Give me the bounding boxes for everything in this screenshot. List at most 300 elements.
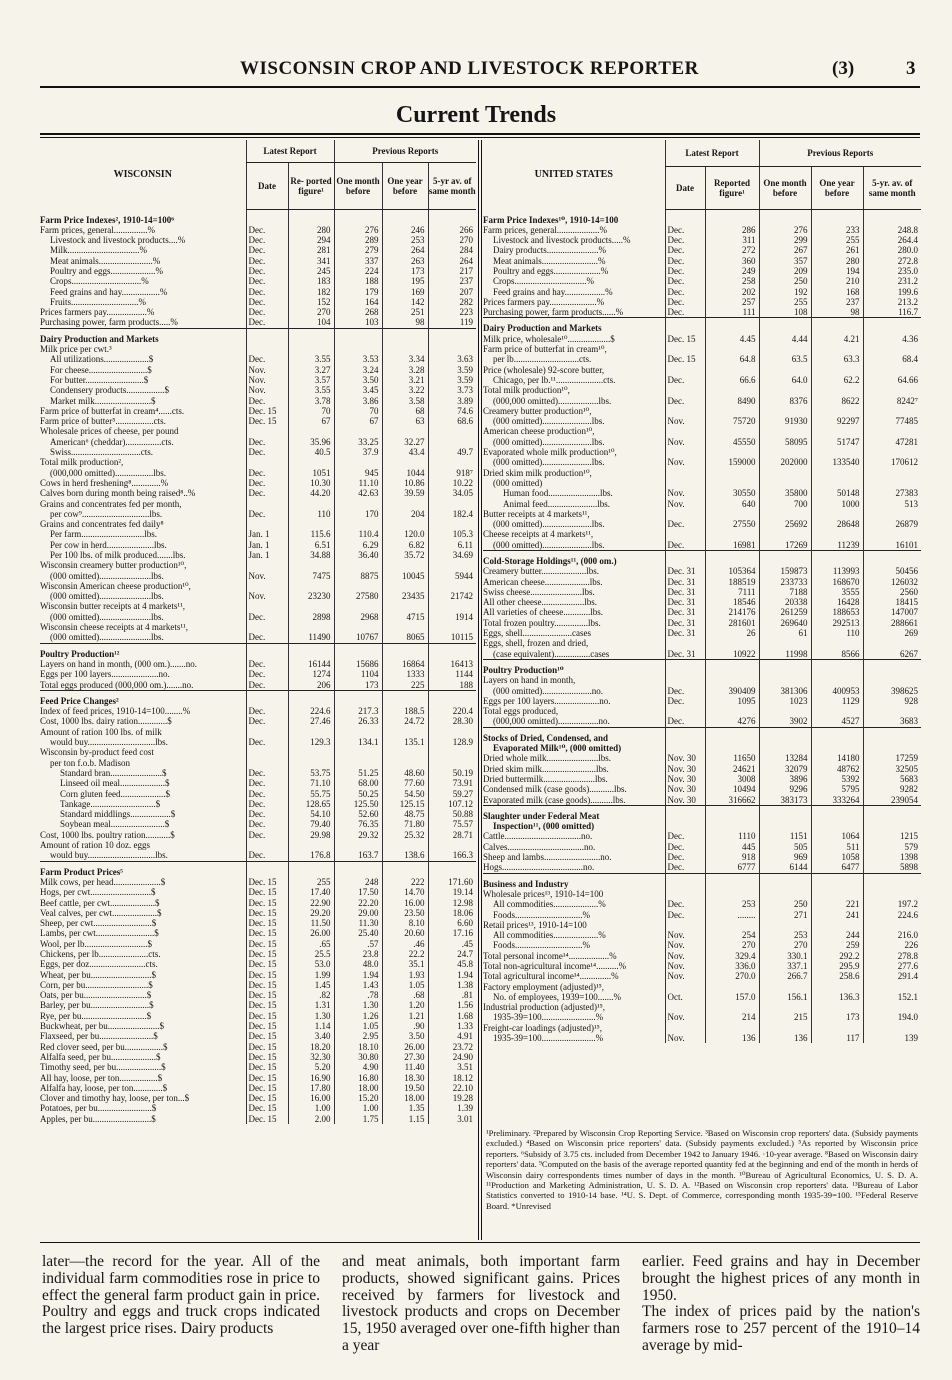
one-month-value: 233733: [759, 577, 811, 587]
row-label: (000 omitted)......................no.: [493, 685, 603, 696]
one-month-value: 700: [759, 499, 811, 509]
table-row: [483, 1002, 921, 1012]
one-month-value: 9296: [759, 784, 811, 794]
five-year-value: [863, 805, 921, 821]
reported-value: [288, 328, 334, 344]
row-label: Per 100 lbs. of milk produced.......lbs.: [50, 550, 186, 560]
table-row: [40, 519, 476, 529]
five-year-value: [863, 509, 921, 519]
date-cell: Dec. 15: [246, 887, 288, 897]
reported-value: 17.40: [288, 887, 334, 897]
date-cell: Dec. 15: [246, 1052, 288, 1062]
one-month-value: 381306: [759, 686, 811, 696]
one-month-value: 76.35: [334, 819, 382, 829]
table-row: [483, 831, 921, 841]
date-cell: Nov.: [246, 591, 288, 601]
row-label: Eggs, shell......................cases: [483, 628, 591, 639]
one-year-value: 24.72: [382, 716, 428, 726]
one-month-value: 4.90: [334, 1062, 382, 1072]
wisconsin-table: [40, 140, 476, 1124]
reported-value: 157.0: [705, 992, 759, 1002]
section-header-row: [40, 210, 476, 225]
reported-value: 286: [705, 225, 759, 235]
date-cell: [665, 385, 705, 395]
one-month-value: [759, 638, 811, 648]
table-row: [40, 970, 476, 980]
table-row: [40, 1011, 476, 1021]
one-month-value: 4.44: [759, 334, 811, 344]
reported-value: 110: [288, 509, 334, 519]
one-month-value: 945: [334, 468, 382, 478]
row-label: per cow⁹..............................lbs.: [50, 508, 163, 519]
table-row: [483, 519, 921, 529]
table-row: [40, 478, 476, 488]
table-row: [40, 225, 476, 235]
row-label: Total frozen poultry...............lbs.: [483, 617, 601, 628]
date-cell: Dec. 15: [246, 1114, 288, 1124]
one-month-value: 1.26: [334, 1011, 382, 1021]
one-month-value: 3896: [759, 774, 811, 784]
row-label: Amount of ration 10 doz. eggs: [40, 840, 150, 851]
five-year-value: 237: [428, 276, 476, 286]
reported-value: [705, 873, 759, 889]
one-month-value: 248: [334, 877, 382, 887]
date-cell: [665, 318, 705, 334]
section-header-row: [40, 643, 476, 659]
reported-value: [288, 560, 334, 570]
date-cell: Nov.: [665, 930, 705, 940]
row-label: Poultry and eggs.....................%: [493, 265, 609, 276]
date-cell: [665, 659, 705, 675]
five-year-value: 277.6: [863, 961, 921, 971]
one-year-value: [811, 727, 863, 743]
table-row: [483, 566, 921, 576]
five-year-value: 17259: [863, 753, 921, 763]
previous-reports-header: Previous Reports: [759, 140, 921, 167]
five-year-value: 77485: [863, 416, 921, 426]
five-year-value: 918⁷: [428, 468, 476, 478]
five-year-value: 23.72: [428, 1042, 476, 1052]
table-row: [483, 686, 921, 696]
date-cell: [246, 344, 288, 354]
table-row: [40, 980, 476, 990]
one-month-value: 969: [759, 852, 811, 862]
five-year-value: [863, 365, 921, 375]
date-cell: Dec. 15: [246, 416, 288, 426]
one-month-value: 173: [334, 680, 382, 691]
five-year-value: [428, 861, 476, 877]
table-row: [40, 245, 476, 255]
one-year-value: 261: [811, 245, 863, 255]
five-year-value: 119: [428, 317, 476, 328]
table-row: [40, 1000, 476, 1010]
one-year-value: 110: [811, 628, 863, 638]
date-cell: Dec.: [246, 809, 288, 819]
row-label: (000 omitted)......................lbs.: [493, 436, 605, 447]
table-row: [40, 716, 476, 726]
five-year-value: 128.9: [428, 737, 476, 747]
reported-value: 27550: [705, 519, 759, 529]
one-year-value: 77.60: [382, 778, 428, 788]
date-cell: Dec. 15: [246, 928, 288, 938]
table-row: [483, 468, 921, 478]
row-label: Soybean meal........................$: [60, 819, 170, 830]
latest-report-header: Latest Report: [246, 140, 334, 163]
date-cell: Nov. 30: [665, 753, 705, 763]
reported-value: [705, 365, 759, 375]
table-row: [40, 706, 476, 716]
row-label: Apples, per bu..........................$: [40, 1113, 156, 1124]
one-year-value: [811, 920, 863, 930]
one-month-value: [334, 690, 382, 706]
table-row: [40, 307, 476, 317]
one-month-value: [759, 659, 811, 675]
table-row: [483, 930, 921, 940]
one-year-value: 194: [811, 266, 863, 276]
one-year-value: [382, 840, 428, 850]
one-month-value: 13284: [759, 753, 811, 763]
one-year-value: 1.05: [382, 980, 428, 990]
five-year-value: 239054: [863, 795, 921, 806]
one-year-value: .46: [382, 939, 428, 949]
one-year-value: [382, 560, 428, 570]
reported-value: 79.40: [288, 819, 334, 829]
reported-value: 258: [705, 276, 759, 286]
row-label: Alfalfa seed, per bu....................$: [40, 1051, 161, 1062]
one-month-value: 70: [334, 406, 382, 416]
date-cell: [665, 1023, 705, 1033]
five-year-value: 270: [428, 235, 476, 245]
one-year-value: 16864: [382, 659, 428, 669]
five-year-value: 3.63: [428, 354, 476, 364]
one-year-value: 251: [382, 307, 428, 317]
row-label: Total non-agricultural income¹⁴..........%: [483, 960, 627, 971]
row-label: Grains and concentrates fed per month,: [40, 498, 182, 509]
reported-value: 64.8: [705, 354, 759, 364]
one-year-value: 221: [811, 899, 863, 909]
one-month-value: 63.5: [759, 354, 811, 364]
one-month-value: 337: [334, 256, 382, 266]
one-year-value: 16428: [811, 597, 863, 607]
section-header-row: [483, 551, 921, 567]
date-cell: Nov. 30: [665, 795, 705, 806]
one-year-value: 39.59: [382, 488, 428, 498]
five-year-value: 49.7: [428, 447, 476, 457]
table-row: [483, 225, 921, 235]
date-cell: Nov.: [665, 971, 705, 981]
table-row: [40, 877, 476, 887]
table-row: [40, 622, 476, 632]
united-states-table-body: [483, 210, 921, 1044]
reported-value: 224.6: [288, 706, 334, 716]
one-year-value: 23.50: [382, 908, 428, 918]
one-year-value: 19.50: [382, 1083, 428, 1093]
reported-value: [705, 344, 759, 354]
reported-value: [288, 344, 334, 354]
table-row: [40, 789, 476, 799]
table-row: [483, 276, 921, 286]
row-label: Poultry and eggs....................%: [50, 265, 163, 276]
row-label: Calves..................................no.: [483, 841, 596, 852]
one-year-value: 125.15: [382, 799, 428, 809]
one-year-value: 1.93: [382, 970, 428, 980]
reported-value: 445: [705, 842, 759, 852]
table-row: [483, 540, 921, 551]
five-year-value: [863, 743, 921, 753]
five-year-value: [863, 385, 921, 395]
one-month-value: 8376: [759, 396, 811, 406]
table-row: [40, 396, 476, 406]
date-cell: Dec. 15: [246, 980, 288, 990]
section-header-row: [40, 690, 476, 706]
row-label: Total agricultural income¹⁴..............%: [483, 971, 619, 982]
five-year-value: 1144: [428, 669, 476, 679]
date-cell: Dec.: [246, 799, 288, 809]
one-month-value: 3.45: [334, 385, 382, 395]
one-month-value: 23.8: [334, 949, 382, 959]
row-label: would buy..............................lbs.: [50, 850, 168, 861]
row-label: Per farm............................lbs.: [50, 529, 157, 540]
five-year-value: [863, 821, 921, 831]
reported-value: 3008: [705, 774, 759, 784]
one-year-value: [382, 690, 428, 706]
one-year-value: [811, 365, 863, 375]
five-year-value: 280.0: [863, 245, 921, 255]
one-month-value: 7188: [759, 587, 811, 597]
one-month-value: 179: [334, 287, 382, 297]
five-year-value: 248.8: [863, 225, 921, 235]
date-cell: Nov.: [665, 416, 705, 426]
table-row: [483, 971, 921, 981]
date-cell: Dec.: [665, 540, 705, 551]
date-cell: Dec. 15: [246, 908, 288, 918]
section-header-row: [483, 210, 921, 225]
table-row: [40, 276, 476, 286]
date-cell: Dec.: [246, 276, 288, 286]
one-year-value: [382, 426, 428, 436]
date-cell: Oct.: [665, 992, 705, 1002]
one-month-value: 255: [759, 297, 811, 307]
reported-value: 7475: [288, 571, 334, 581]
section-title: Dairy Production and Markets: [40, 328, 246, 344]
five-year-value: [428, 840, 476, 850]
five-year-value: 6.11: [428, 540, 476, 550]
table-row: [40, 581, 476, 591]
row-label: Wisconsin cheese receipts at 4 markets¹¹,: [40, 622, 188, 633]
reported-value: 3.78: [288, 396, 334, 406]
rule: [40, 1242, 920, 1243]
row-label: Wheat, per bu...........................$: [40, 969, 156, 980]
one-month-value: 25692: [759, 519, 811, 529]
five-year-value: 1.56: [428, 1000, 476, 1010]
five-year-value: 18415: [863, 597, 921, 607]
section-header-row: [483, 659, 921, 675]
one-year-value: 168670: [811, 577, 863, 587]
one-month-value: 159873: [759, 566, 811, 576]
reported-value: 152: [288, 297, 334, 307]
row-label: Wisconsin butter receipts at 4 markets¹¹,: [40, 601, 185, 612]
reported-value: 2898: [288, 612, 334, 622]
five-year-value: 3.01: [428, 1114, 476, 1124]
one-month-value: [759, 727, 811, 743]
reported-value: 341: [288, 256, 334, 266]
reported-value: 136: [705, 1033, 759, 1043]
table-row: [483, 245, 921, 255]
one-month-value: 134.1: [334, 737, 382, 747]
five-year-value: 3.59: [428, 375, 476, 385]
five-year-value: 12.98: [428, 898, 476, 908]
five-year-value: [428, 690, 476, 706]
row-label: Red clover seed, per bu.................$: [40, 1041, 168, 1052]
row-label: (000,000 omitted).................lbs.: [50, 467, 166, 478]
one-month-value: [759, 821, 811, 831]
row-label: Corn gluten feed....................$: [60, 788, 170, 799]
one-year-value: 210: [811, 276, 863, 286]
row-label: (000 omitted)......................lbs.: [493, 519, 605, 530]
one-month-value: 29.00: [334, 908, 382, 918]
date-cell: Dec.: [665, 266, 705, 276]
one-year-value: [382, 581, 428, 591]
row-label: Chickens, per lb......................cts.: [40, 948, 161, 959]
table-row: [40, 457, 476, 467]
five-year-value: 45.8: [428, 959, 476, 969]
row-label: Eggs per 100 layers.....................no.: [40, 669, 170, 680]
row-label: Cattle..................................no.: [483, 831, 593, 842]
one-month-value: 271: [759, 910, 811, 920]
date-cell: Dec. 31: [665, 618, 705, 628]
date-cell: Nov.: [246, 571, 288, 581]
one-month-value: [759, 889, 811, 899]
one-month-value: 125.50: [334, 799, 382, 809]
row-label: For butter..........................$: [50, 374, 149, 385]
column-divider: [478, 140, 479, 1240]
reported-value: 1274: [288, 669, 334, 679]
one-year-value: 68: [382, 406, 428, 416]
one-month-value: 357: [759, 256, 811, 266]
row-label: Corn, per bu............................$: [40, 979, 153, 990]
reported-value: [705, 478, 759, 488]
one-month-value: 67: [334, 416, 382, 426]
table-row: [483, 375, 921, 385]
one-year-value: 10.86: [382, 478, 428, 488]
row-label: Condensery products.................$: [50, 385, 169, 396]
one-year-value: [382, 727, 428, 737]
one-year-value: 264: [382, 245, 428, 255]
one-month-value: 383173: [759, 795, 811, 806]
one-year-value: 18.00: [382, 1093, 428, 1103]
table-row: [483, 753, 921, 763]
one-year-value: [811, 509, 863, 519]
one-year-value: 138.6: [382, 850, 428, 861]
row-label: Flaxseed, per bu........................$: [40, 1031, 158, 1042]
reported-value: [705, 406, 759, 416]
reported-value: 294: [288, 235, 334, 245]
five-year-value: 24.90: [428, 1052, 476, 1062]
row-label: Sheep and lambs.........................no.: [483, 852, 612, 863]
one-year-value: 246: [382, 225, 428, 235]
footnotes: ¹Preliminary. ²Prepared by Wisconsin Crop Reporting Service. ³Based on Wisconsin crop reporters' data. (Subsidy payments excluded.) ⁴Based on Wisconsin price reporters' data. (Subsidy payments excluded.) ⁵As reported by Wisconsin price reporters. ⁶Subsidy of 3.75 cts. included from December 1942 to January 1946. ·10-year average. ⁸Based on Wisconsin dairy reporters' data. ⁹Computed on the basis of the average reported quantity fed at the beginning and end of the month in herds of Wisconsin dairy correspondents times number of days in the month. ¹⁰Bureau of Agricultural Economics, U. S. D. A. ¹¹Production and Marketing Administration, U. S. D. A. ¹²Based on Wisconsin crop reporters' data. ¹³Bureau of Labor Statistics converted to 1910-14 base. ¹⁴U. S. Dept. of Commerce, corresponding month 1935-39=100. ¹⁵Federal Reserve Board. *Unrevised: [486, 1128, 918, 1211]
one-month-value: [759, 675, 811, 685]
reported-value: .65: [288, 939, 334, 949]
one-month-value: 91930: [759, 416, 811, 426]
reported-value: 67: [288, 416, 334, 426]
one-year-value: 51747: [811, 437, 863, 447]
row-label: Creamery butter production¹⁰,: [483, 405, 592, 416]
table-row: [40, 898, 476, 908]
one-year-value: 225: [382, 680, 428, 691]
five-year-value: [428, 344, 476, 354]
row-label: Total milk production¹⁰,: [483, 385, 570, 396]
one-year-value: 48.60: [382, 768, 428, 778]
one-year-value: 3.58: [382, 396, 428, 406]
row-label: All varieties of cheese............lbs.: [483, 607, 603, 618]
one-month-value: 29.32: [334, 830, 382, 840]
row-label: Cost, 1000 lbs. poultry ration...........$: [40, 829, 175, 840]
table-row: [483, 716, 921, 727]
table-row: [483, 354, 921, 364]
date-cell: [246, 581, 288, 591]
reported-value: 55.75: [288, 789, 334, 799]
table-row: [483, 587, 921, 597]
one-month-value: [759, 920, 811, 930]
date-cell: [246, 747, 288, 757]
table-row: [40, 297, 476, 307]
one-year-value: [811, 318, 863, 334]
one-month-value: 163.7: [334, 850, 382, 861]
reported-value: 3.40: [288, 1031, 334, 1041]
five-year-value: 47281: [863, 437, 921, 447]
row-label: Sheep, per cwt..........................$: [40, 918, 157, 929]
reported-value: 214: [705, 1012, 759, 1022]
five-year-value: 10115: [428, 632, 476, 643]
table-row: [40, 840, 476, 850]
one-year-value: 18.30: [382, 1073, 428, 1083]
reported-value: 257: [705, 297, 759, 307]
one-month-value: 164: [334, 297, 382, 307]
reported-value: 29.20: [288, 908, 334, 918]
reported-value: 32.30: [288, 1052, 334, 1062]
five-year-value: [863, 447, 921, 457]
one-year-value: 23435: [382, 591, 428, 601]
date-cell: Dec. 15: [246, 918, 288, 928]
one-month-value: 209: [759, 266, 811, 276]
table-row: [483, 784, 921, 794]
one-month-value: 16.80: [334, 1073, 382, 1083]
one-year-value: [382, 499, 428, 509]
one-year-value: 3.28: [382, 365, 428, 375]
table-row: [483, 764, 921, 774]
date-cell: [246, 210, 288, 225]
five-year-value: 226: [863, 940, 921, 950]
five-year-value: 9282: [863, 784, 921, 794]
reported-value: [705, 659, 759, 675]
one-month-value: 30.80: [334, 1052, 382, 1062]
one-month-value: [334, 344, 382, 354]
one-month-value: 52.60: [334, 809, 382, 819]
one-month-value: 26.33: [334, 716, 382, 726]
date-cell: Dec. 15: [665, 354, 705, 364]
five-year-value: [428, 519, 476, 529]
one-month-value: 108: [759, 307, 811, 318]
reported-value: 270.0: [705, 971, 759, 981]
one-month-value: 8875: [334, 571, 382, 581]
date-cell: Dec.: [665, 862, 705, 873]
one-month-value: 202000: [759, 457, 811, 467]
row-label: All utilizations....................$: [50, 354, 154, 365]
reported-value: [288, 581, 334, 591]
date-cell: Dec.: [665, 899, 705, 909]
table-row: [483, 344, 921, 354]
